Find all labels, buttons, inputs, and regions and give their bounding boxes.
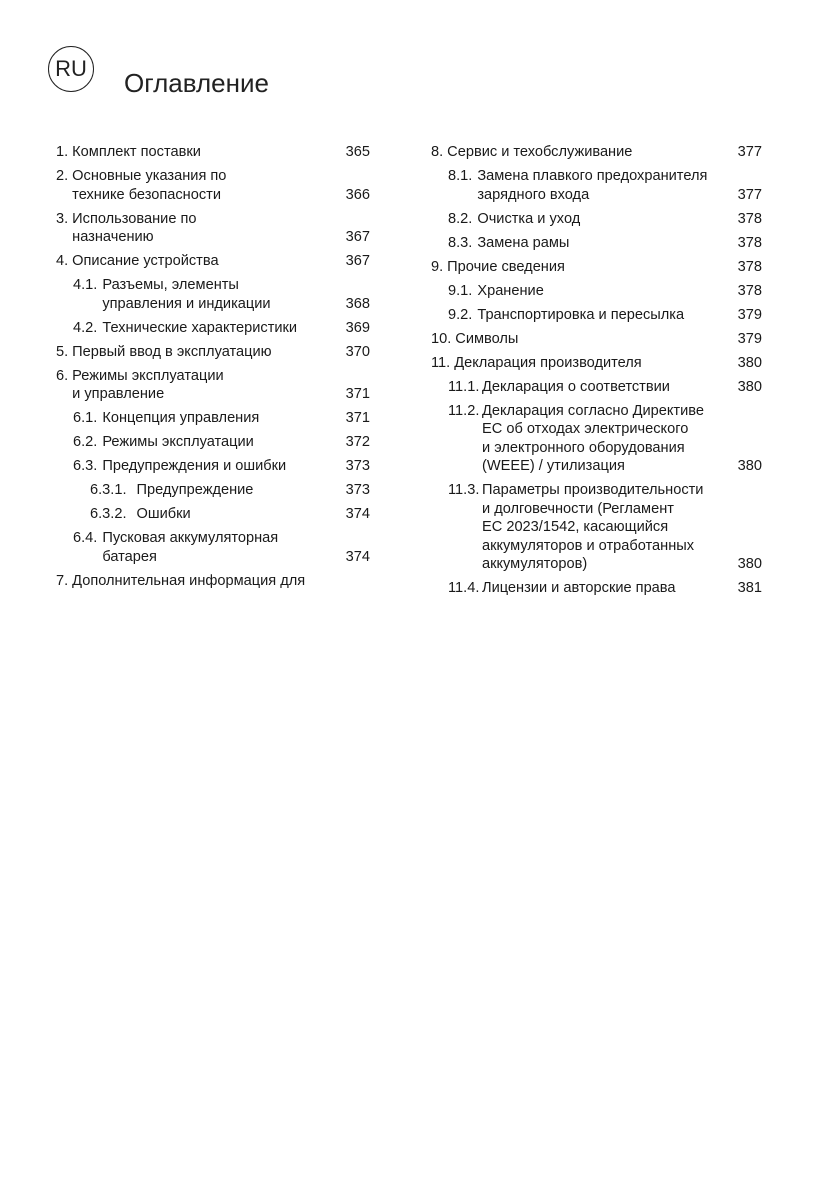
toc-entry[interactable] [56,276,370,313]
toc-entry-text [431,210,580,229]
toc-entry-label: Транспортировка и пересылка [477,306,685,323]
toc-entry[interactable] [431,143,762,162]
toc-entry[interactable] [56,210,370,247]
toc-entry-number: 6.2. [73,434,98,450]
toc-entry-text [56,481,253,500]
toc-entry-number: 8. [431,144,444,160]
toc-entry-text [431,234,569,253]
toc-entry-number: 10. [431,330,452,347]
toc-entry[interactable] [431,354,762,373]
toc-entry[interactable] [431,234,762,253]
toc-entry-number: 8.3. [448,234,473,251]
toc-entry[interactable] [56,457,370,476]
toc-entry-label: Предупреждение [136,482,254,498]
toc-entry-label: Режимы эксплуатации [102,434,254,450]
toc-entry-page: 370 [345,343,370,360]
toc-entry-text [431,282,544,301]
toc-entry-number: 9.2. [448,306,473,323]
toc-entry-text [56,367,224,404]
toc-entry-label: Основные указания по технике безопасности [72,168,227,203]
toc-entry[interactable] [56,252,370,271]
toc-entry-label: Технические характеристики [102,319,298,336]
toc-entry-label: Замена рамы [477,234,570,251]
toc-entry-label: Очистка и уход [477,210,581,227]
toc-entry-text [56,210,197,247]
toc-entry-page: 373 [345,482,370,498]
toc-entry-label: Замена плавкого предохранителя зарядного входа [477,168,708,203]
toc-entry-text [56,343,272,362]
toc-entry-number: 11.2. [448,402,480,419]
page-title: Оглавление [124,68,269,99]
toc-entry[interactable] [56,143,370,162]
toc-entry-number: 11.4. [448,580,480,596]
toc-entry-number: 4.2. [73,319,98,336]
toc-entry-page: 367 [345,229,370,245]
toc-entry-number: 4. [56,253,69,269]
toc-entry-label: Режимы эксплуатации и управление [72,367,224,402]
toc-entry-page: 367 [345,253,370,269]
toc-entry[interactable] [431,402,762,476]
toc-entry-text [431,354,642,373]
toc-entry[interactable] [431,481,762,574]
toc-entry-page: 366 [345,186,370,203]
toc-entry-page: 380 [737,378,762,395]
toc-entry-page: 378 [737,210,762,227]
toc-entry-number: 7. [56,572,69,589]
toc-entry-number: 4.1. [73,277,98,293]
toc-entry-page: 381 [737,580,762,596]
toc-entry-text [56,457,286,476]
toc-entry-label: Ошибки [136,506,191,522]
toc-entry-text [431,167,707,204]
toc-entry-number: 6. [56,367,69,384]
toc-entry-label: Использование по назначению [72,210,197,245]
toc-entry-label: Хранение [477,282,544,299]
toc-entry-page: 373 [345,458,370,474]
toc-entry-page: 368 [345,295,370,312]
toc-entry[interactable] [56,167,370,204]
toc-entry-text [56,276,271,313]
toc-entry-text [431,402,704,476]
toc-entry-page: 379 [737,330,762,347]
toc-entry[interactable] [431,579,762,598]
toc-entry[interactable] [56,433,370,452]
toc-entry-label: Декларация производителя [454,354,642,371]
toc-entry[interactable] [431,167,762,204]
toc-entry-text [431,378,670,397]
toc-entry-number: 6.3.1. [90,482,127,498]
toc-entry-page: 377 [737,186,762,203]
toc-entry-text [56,143,201,162]
toc-entry-page: 374 [345,506,370,522]
toc-entry-page: 372 [345,434,370,450]
toc-entry-number: 6.4. [73,530,98,546]
toc-entry[interactable] [56,572,370,591]
toc-entry-label: Лицензии и авторские права [482,580,676,596]
toc-entry-number: 6.3. [73,458,98,474]
toc-entry-number: 6.3.2. [90,506,127,522]
toc-entry-text [431,306,684,325]
toc-entry-label: Разъемы, элементы управления и индикации [102,277,271,312]
toc-entry-page: 374 [345,548,370,565]
toc-entry-text [56,319,297,338]
toc-entry[interactable] [56,529,370,566]
toc-entry-number: 11.1. [448,378,480,395]
toc-entry-label: Прочие сведения [447,258,565,275]
toc-entry-label: Комплект поставки [72,144,201,160]
toc-column-left [56,143,370,596]
toc-entry-number: 2. [56,168,69,184]
toc-entry[interactable] [431,378,762,397]
toc-entry[interactable] [431,330,762,349]
toc-entry-number: 3. [56,210,69,227]
toc-entry-text [56,505,191,524]
toc-entry-number: 11.3. [448,482,480,498]
toc-entry[interactable] [431,210,762,229]
toc-entry-number: 11. [431,354,451,371]
toc-entry-text [431,330,518,349]
toc-entry-label: Сервис и техобслуживание [447,144,633,160]
toc-entry-number: 8.2. [448,210,473,227]
toc-entry-page: 380 [737,458,762,474]
toc-entry-number: 8.1. [448,168,473,184]
toc-entry-page: 371 [345,410,370,426]
toc-entry-label: Параметры производительности и долговечности (Регламент ЕС 2023/1542, касающийся аккумуляторов и отработанных аккумуляторов) [482,482,704,572]
toc-entry-text [56,252,219,271]
toc-entry-label: Концепция управления [102,410,260,426]
toc-entry[interactable] [431,258,762,277]
toc-entry-label: Дополнительная информация для [72,572,306,589]
toc-entry-label: Предупреждения и ошибки [102,458,287,474]
toc-entry-text [56,572,305,591]
toc-entry-number: 5. [56,343,69,360]
toc-entry-number: 1. [56,144,69,160]
toc-entry[interactable] [56,409,370,428]
toc-entry-label: Описание устройства [72,253,219,269]
toc-entry-page: 377 [737,144,762,160]
toc-entry-page: 379 [737,306,762,323]
toc-entry-number: 9.1. [448,282,473,299]
toc-entry-text [431,258,565,277]
toc-entry-page: 378 [737,282,762,299]
toc-entry-number: 6.1. [73,410,98,426]
toc-entry-text [56,409,259,428]
toc-entry[interactable] [56,319,370,338]
toc-entry[interactable] [56,343,370,362]
toc-entry-text [56,433,254,452]
toc-entry-text [56,529,278,566]
toc-entry-label: Декларация о соответствии [482,378,670,395]
language-badge: RU [48,46,94,92]
toc-entry-text [56,167,226,204]
toc-entry-label: Декларация согласно Директиве ЕС об отходах электрического и электронного оборудования (WEEE) / утилизация [482,402,704,474]
toc-entry-page: 369 [345,319,370,336]
toc-entry-label: Символы [455,330,519,347]
toc-entry-text [431,579,676,598]
toc-entry[interactable] [431,306,762,325]
toc-entry-label: Пусковая аккумуляторная батарея [102,530,279,565]
toc-entry-page: 371 [345,386,370,402]
toc-entry-text [431,143,632,162]
toc-entry[interactable] [56,505,370,524]
toc-entry-page: 378 [737,258,762,275]
toc-entry-page: 378 [737,234,762,251]
toc-entry-label: Первый ввод в эксплуатацию [72,343,272,360]
toc-entry-page: 380 [737,354,762,371]
toc-entry[interactable] [431,282,762,301]
toc-entry[interactable] [56,481,370,500]
toc-entry-page: 365 [345,144,370,160]
toc-entry-number: 9. [431,258,444,275]
toc-entry[interactable] [56,367,370,404]
toc-entry-page: 380 [737,556,762,572]
toc-entry-text [431,481,703,574]
toc-column-right [431,143,762,603]
